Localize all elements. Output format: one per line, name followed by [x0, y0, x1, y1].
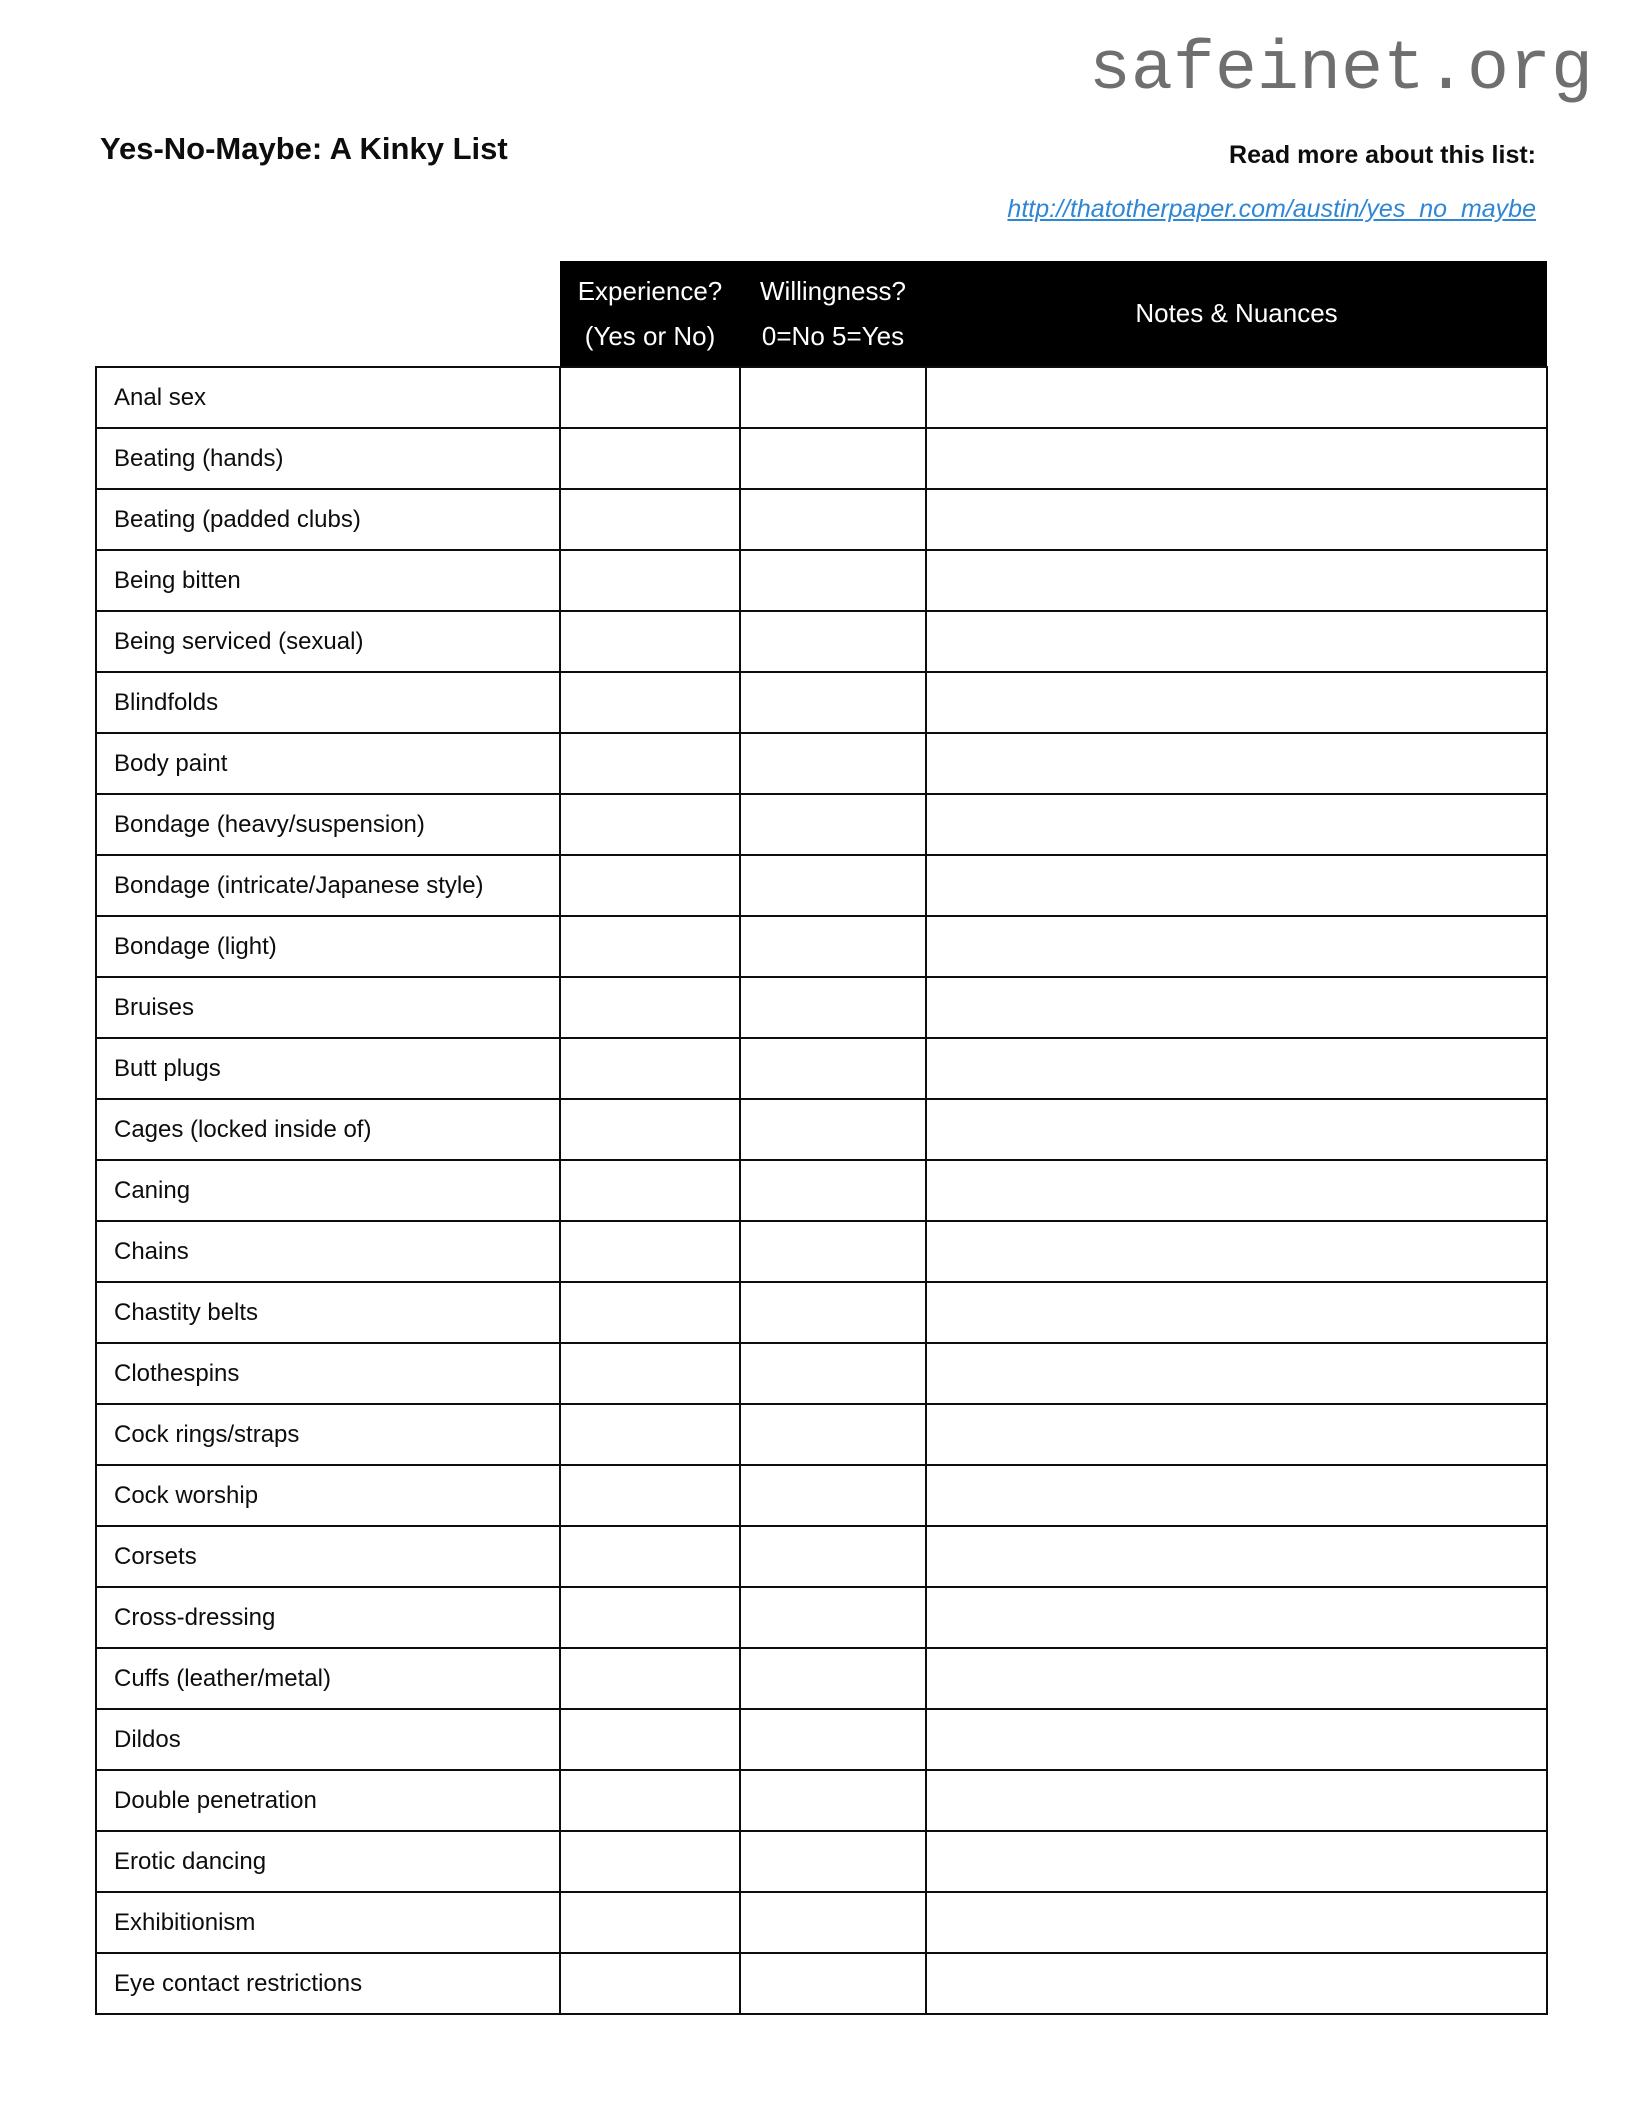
- notes-cell: [926, 672, 1547, 733]
- item-label-cell: Chastity belts: [96, 1282, 560, 1343]
- willingness-cell: [740, 1099, 926, 1160]
- willingness-cell: [740, 1282, 926, 1343]
- table-row: [96, 428, 1547, 489]
- willingness-cell: [740, 1404, 926, 1465]
- item-label-cell: Body paint: [96, 733, 560, 794]
- table-row: [96, 1038, 1547, 1099]
- page-title: Yes-No-Maybe: A Kinky List: [100, 131, 508, 166]
- willingness-cell: [740, 1770, 926, 1831]
- experience-header-line2: (Yes or No): [584, 320, 716, 351]
- experience-cell: [560, 428, 740, 489]
- table-row: [96, 916, 1547, 977]
- item-label-cell: Butt plugs: [96, 1038, 560, 1099]
- table-body: [96, 367, 1547, 2014]
- table-row: [96, 367, 1547, 428]
- experience-cell: [560, 733, 740, 794]
- item-label-cell: Double penetration: [96, 1770, 560, 1831]
- experience-cell: [560, 794, 740, 855]
- kink-checklist-table: [95, 261, 1548, 2015]
- item-label-cell: Clothespins: [96, 1343, 560, 1404]
- notes-cell: [926, 1709, 1547, 1770]
- notes-cell: [926, 1953, 1547, 2014]
- experience-cell: [560, 1282, 740, 1343]
- experience-cell: [560, 1587, 740, 1648]
- notes-cell: [926, 1831, 1547, 1892]
- experience-cell: [560, 855, 740, 916]
- item-label-cell: Being serviced (sexual): [96, 611, 560, 672]
- experience-column-header: [560, 261, 740, 367]
- experience-cell: [560, 1648, 740, 1709]
- notes-cell: [926, 611, 1547, 672]
- item-label-cell: Bondage (intricate/Japanese style): [96, 855, 560, 916]
- table-row: [96, 1770, 1547, 1831]
- item-label-cell: Bondage (light): [96, 916, 560, 977]
- willingness-cell: [740, 1831, 926, 1892]
- item-label-cell: Blindfolds: [96, 672, 560, 733]
- item-label-cell: Dildos: [96, 1709, 560, 1770]
- table-row: [96, 1404, 1547, 1465]
- experience-cell: [560, 1038, 740, 1099]
- notes-cell: [926, 1160, 1547, 1221]
- willingness-cell: [740, 611, 926, 672]
- notes-cell: [926, 1282, 1547, 1343]
- table-row: [96, 489, 1547, 550]
- table-row: [96, 1648, 1547, 1709]
- experience-cell: [560, 611, 740, 672]
- willingness-cell: [740, 367, 926, 428]
- table-row: [96, 794, 1547, 855]
- table-row: [96, 1831, 1547, 1892]
- item-label-cell: Being bitten: [96, 550, 560, 611]
- experience-cell: [560, 916, 740, 977]
- willingness-cell: [740, 977, 926, 1038]
- site-logo: safeinet.org: [1088, 31, 1593, 110]
- read-more-label: Read more about this list:: [1229, 141, 1536, 169]
- experience-cell: [560, 1343, 740, 1404]
- table-row: [96, 1709, 1547, 1770]
- notes-cell: [926, 1648, 1547, 1709]
- willingness-cell: [740, 1038, 926, 1099]
- notes-cell: [926, 794, 1547, 855]
- item-label-cell: Beating (padded clubs): [96, 489, 560, 550]
- experience-cell: [560, 367, 740, 428]
- notes-cell: [926, 733, 1547, 794]
- notes-cell: [926, 550, 1547, 611]
- item-label-cell: Caning: [96, 1160, 560, 1221]
- table-row: [96, 672, 1547, 733]
- item-label-cell: Anal sex: [96, 367, 560, 428]
- experience-cell: [560, 1953, 740, 2014]
- item-label-cell: Cock worship: [96, 1465, 560, 1526]
- notes-cell: [926, 1404, 1547, 1465]
- willingness-cell: [740, 428, 926, 489]
- willingness-cell: [740, 916, 926, 977]
- table-row: [96, 611, 1547, 672]
- item-label-cell: Eye contact restrictions: [96, 1953, 560, 2014]
- notes-cell: [926, 367, 1547, 428]
- experience-cell: [560, 672, 740, 733]
- notes-cell: [926, 855, 1547, 916]
- item-label-cell: Bondage (heavy/suspension): [96, 794, 560, 855]
- table-row: [96, 1892, 1547, 1953]
- experience-cell: [560, 1526, 740, 1587]
- willingness-cell: [740, 489, 926, 550]
- willingness-cell: [740, 733, 926, 794]
- table-row: [96, 1587, 1547, 1648]
- willingness-header-line1: Willingness?: [760, 275, 906, 306]
- item-column-header: [96, 261, 560, 367]
- table-row: [96, 1160, 1547, 1221]
- read-more-block: [1007, 140, 1536, 224]
- willingness-cell: [740, 1343, 926, 1404]
- notes-cell: [926, 1892, 1547, 1953]
- experience-cell: [560, 489, 740, 550]
- item-label-cell: Cages (locked inside of): [96, 1099, 560, 1160]
- experience-cell: [560, 1160, 740, 1221]
- willingness-cell: [740, 1892, 926, 1953]
- notes-cell: [926, 1587, 1547, 1648]
- item-label-cell: Chains: [96, 1221, 560, 1282]
- experience-cell: [560, 1404, 740, 1465]
- experience-cell: [560, 1770, 740, 1831]
- willingness-cell: [740, 1160, 926, 1221]
- willingness-cell: [740, 1587, 926, 1648]
- experience-cell: [560, 1831, 740, 1892]
- willingness-cell: [740, 550, 926, 611]
- item-label-cell: Corsets: [96, 1526, 560, 1587]
- willingness-header-line2: 0=No 5=Yes: [761, 320, 905, 351]
- item-label-cell: Exhibitionism: [96, 1892, 560, 1953]
- willingness-cell: [740, 794, 926, 855]
- notes-cell: [926, 916, 1547, 977]
- item-label-cell: Cock rings/straps: [96, 1404, 560, 1465]
- experience-cell: [560, 1892, 740, 1953]
- notes-cell: [926, 1526, 1547, 1587]
- notes-cell: [926, 1038, 1547, 1099]
- table-row: [96, 977, 1547, 1038]
- item-label-cell: Erotic dancing: [96, 1831, 560, 1892]
- notes-cell: [926, 1465, 1547, 1526]
- notes-cell: [926, 1099, 1547, 1160]
- table-row: [96, 1282, 1547, 1343]
- table-row: [96, 1221, 1547, 1282]
- willingness-cell: [740, 1221, 926, 1282]
- willingness-cell: [740, 1953, 926, 2014]
- table-row: [96, 1099, 1547, 1160]
- item-label-cell: Cross-dressing: [96, 1587, 560, 1648]
- table-row: [96, 1465, 1547, 1526]
- experience-header-line1: Experience?: [577, 275, 723, 306]
- notes-cell: [926, 489, 1547, 550]
- experience-cell: [560, 977, 740, 1038]
- table-row: [96, 855, 1547, 916]
- table-row: [96, 1343, 1547, 1404]
- willingness-cell: [740, 672, 926, 733]
- notes-cell: [926, 428, 1547, 489]
- notes-column-header: Notes & Nuances: [926, 261, 1547, 367]
- willingness-cell: [740, 1648, 926, 1709]
- table-row: [96, 1953, 1547, 2014]
- experience-cell: [560, 550, 740, 611]
- experience-cell: [560, 1221, 740, 1282]
- item-label-cell: Beating (hands): [96, 428, 560, 489]
- notes-cell: [926, 1343, 1547, 1404]
- notes-cell: [926, 1221, 1547, 1282]
- notes-cell: [926, 977, 1547, 1038]
- table-row: [96, 733, 1547, 794]
- experience-cell: [560, 1465, 740, 1526]
- table-row: [96, 550, 1547, 611]
- willingness-cell: [740, 1526, 926, 1587]
- item-label-cell: Bruises: [96, 977, 560, 1038]
- read-more-link[interactable]: http://thatotherpaper.com/austin/yes_no_maybe: [1007, 195, 1536, 223]
- experience-cell: [560, 1099, 740, 1160]
- notes-cell: [926, 1770, 1547, 1831]
- experience-cell: [560, 1709, 740, 1770]
- willingness-column-header: [740, 261, 926, 367]
- table-header: [96, 261, 1547, 367]
- willingness-cell: [740, 1709, 926, 1770]
- item-label-cell: Cuffs (leather/metal): [96, 1648, 560, 1709]
- willingness-cell: [740, 1465, 926, 1526]
- willingness-cell: [740, 855, 926, 916]
- table-row: [96, 1526, 1547, 1587]
